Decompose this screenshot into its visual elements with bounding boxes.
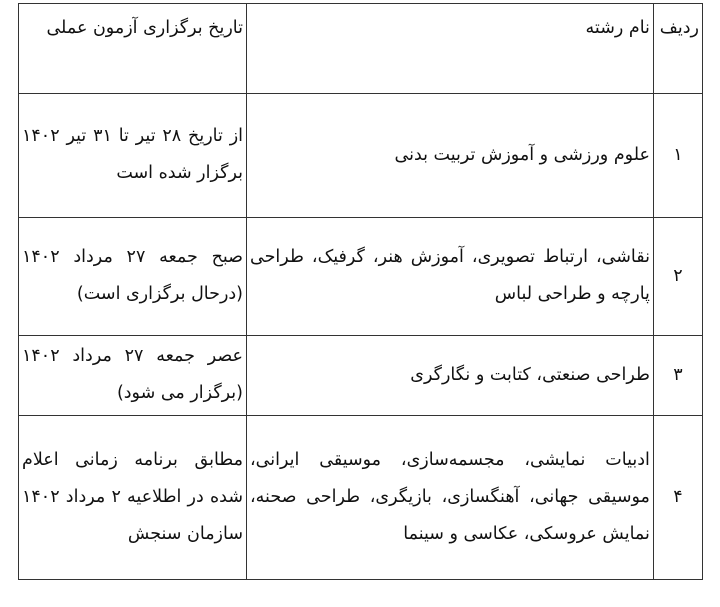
exam-schedule-table (18, 3, 703, 580)
row-exam-date: از تاریخ ۲۸ تیر تا ۳۱ تیر ۱۴۰۲ برگزار شده است (19, 94, 247, 218)
row-exam-date: صبح جمعه ۲۷ مرداد ۱۴۰۲ (درحال برگزاری است) (19, 218, 247, 336)
row-field-name: نقاشی، ارتباط تصویری، آموزش هنر، گرفیک، طراحی پارچه و طراحی لباس (247, 218, 654, 336)
header-field-name: نام رشته (247, 4, 654, 94)
row-field-name: طراحی صنعتی، کتابت و نگارگری (247, 336, 654, 416)
table-row (19, 218, 703, 336)
row-number: ۱ (653, 94, 702, 218)
table-header-row (19, 4, 703, 94)
row-exam-date: عصر جمعه ۲۷ مرداد ۱۴۰۲ (برگزار می شود) (19, 336, 247, 416)
table-row (19, 94, 703, 218)
row-field-name: ادبیات نمایشی، مجسمه‌سازی، موسیقی ایرانی، موسیقی جهانی، آهنگسازی، بازیگری، طراحی صحنه، نمایش عروسکی، عکاسی و سینما (247, 416, 654, 580)
exam-schedule-table-container (18, 3, 703, 580)
header-exam-date: تاریخ برگزاری آزمون عملی (19, 4, 247, 94)
row-number: ۴ (653, 416, 702, 580)
table-row (19, 336, 703, 416)
row-number: ۲ (653, 218, 702, 336)
row-field-name: علوم ورزشی و آموزش تربیت بدنی (247, 94, 654, 218)
row-number: ۳ (653, 336, 702, 416)
row-exam-date: مطابق برنامه زمانی اعلام شده در اطلاعیه ۲ مرداد ۱۴۰۲ سازمان سنجش (19, 416, 247, 580)
table-row (19, 416, 703, 580)
header-radif: ردیف (653, 4, 702, 94)
